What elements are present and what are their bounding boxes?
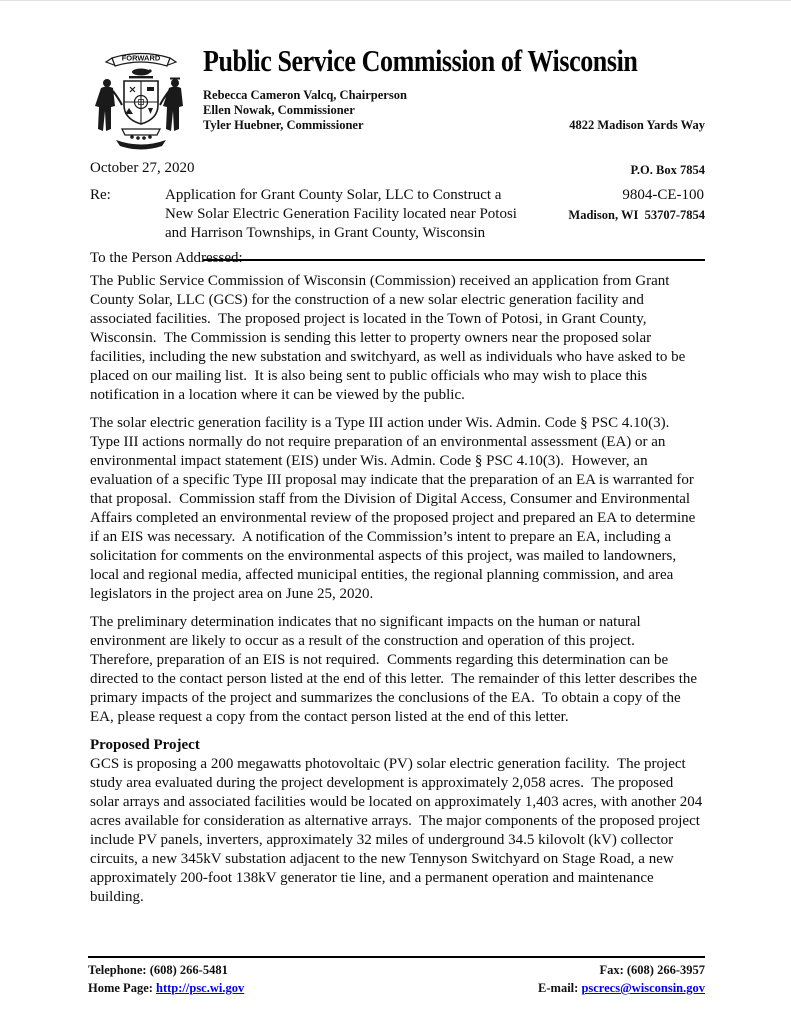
docket-number: 9804-CE-100 <box>622 187 704 203</box>
letter-content <box>90 159 707 907</box>
home-page-entry <box>88 979 244 997</box>
paragraph-proposed-project: GCS is proposing a 200 megawatts photovoltaic (PV) solar electric generation facility. The project study area evaluated during the project development is approximately 2,058 acres. The proposed solar arrays and associated facilities would be located on approximately 1,403 acres, with another 204 acres available for consideration as alternative arrays. The major components of the proposed project include PV panels, inverters, approximately 32 miles of underground 34.5 kilovolt (kV) collector circuits, a new 345kV substation adjacent to the new Tennyson Switchyard on Stage Road, a new approximately 200-foot 138kV generator tie line, and a permanent operation and maintenance building. <box>90 756 707 905</box>
email-link[interactable]: pscrecs@wisconsin.gov <box>581 981 705 995</box>
address-line: 4822 Madison Yards Way <box>569 118 705 132</box>
agency-title: Public Service Commission of Wisconsin <box>203 43 638 78</box>
fax-number: Fax: (608) 266-3957 <box>599 963 705 977</box>
salutation: To the Person Addressed: <box>90 250 243 266</box>
paragraph-type-iii-action: The solar electric generation facility is a Type III action under Wis. Admin. Code § PSC 4.10(3). Type III actions normally do not require preparation of an environmental assessment (EA) or an environmental impact statement (EIS) under Wis. Admin. Code § PSC 4.10(3). However, an evaluation of a specific Type III proposal may indicate that the preparation of an EA is warranted for that proposal. Commission staff from the Division of Digital Access, Consumer and Environmental Affairs completed an environmental review of the proposed project and prepared an EA to determine if an EIS was necessary. A notification of the Commission’s intent to prepare an EA, including a solicitation for comments on the environmental aspects of this project, was mailed to landowners, local and regional media, affected municipal entities, the regional planning commission, and area legislators in the project area on June 25, 2020. <box>90 415 700 602</box>
re-label: Re: <box>90 187 111 203</box>
letter-footer <box>88 956 705 997</box>
address-line: P.O. Box 7854 <box>630 163 705 177</box>
commissioner-name: Rebecca Cameron Valcq, Chairperson <box>203 88 407 102</box>
wisconsin-state-seal <box>88 45 194 153</box>
home-page-link[interactable]: http://psc.wi.gov <box>156 981 245 995</box>
email-label: E-mail: <box>538 981 579 995</box>
proposed-project-heading: Proposed Project <box>90 737 200 753</box>
email-entry <box>538 979 705 997</box>
letter-date: October 27, 2020 <box>90 160 195 176</box>
re-subject-line: New Solar Electric Generation Facility located near Potosi <box>165 206 517 222</box>
home-page-label: Home Page: <box>88 981 153 995</box>
re-block <box>90 186 704 243</box>
seal-motto-text: FORWARD <box>121 53 161 63</box>
address-line: Madison, WI 53707-7854 <box>568 208 705 222</box>
paragraph-preliminary-determination: The preliminary determination indicates that no significant impacts on the human or natural environment are likely to occur as a result of the construction and operation of this project. Therefore, preparation of an EIS is not required. Comments regarding this determination can be directed to the contact person listed at the end of this letter. The remainder of this letter describes the primary impacts of the project and summarizes the conclusions of the EA. To obtain a copy of the EA, please request a copy from the contact person listed at the end of this letter. <box>90 614 701 725</box>
telephone-number: Telephone: (608) 266-5481 <box>88 963 228 977</box>
wisconsin-coat-of-arms-icon <box>88 45 194 153</box>
paragraph-application-received: The Public Service Commission of Wisconsin (Commission) received an application from Grant County Solar, LLC (GCS) for the construction of a new solar electric generation facility and associated facilities. The proposed project is located in the Town of Potosi, in Grant County, Wisconsin. The Commission is sending this letter to property owners near the proposed solar facilities, including the new substation and switchyard, as well as individuals who have asked to be placed on our mailing list. It is also being sent to public officials who may wish to place this notification in a location where it can be viewed by the public. <box>90 273 690 403</box>
commissioner-name: Tyler Huebner, Commissioner <box>203 118 364 132</box>
re-subject-line: Application for Grant County Solar, LLC to Construct a <box>165 187 502 203</box>
re-subject <box>165 186 595 243</box>
commissioner-name: Ellen Nowak, Commissioner <box>203 103 355 117</box>
re-subject-line: and Harrison Townships, in Grant County, Wisconsin <box>165 225 486 241</box>
